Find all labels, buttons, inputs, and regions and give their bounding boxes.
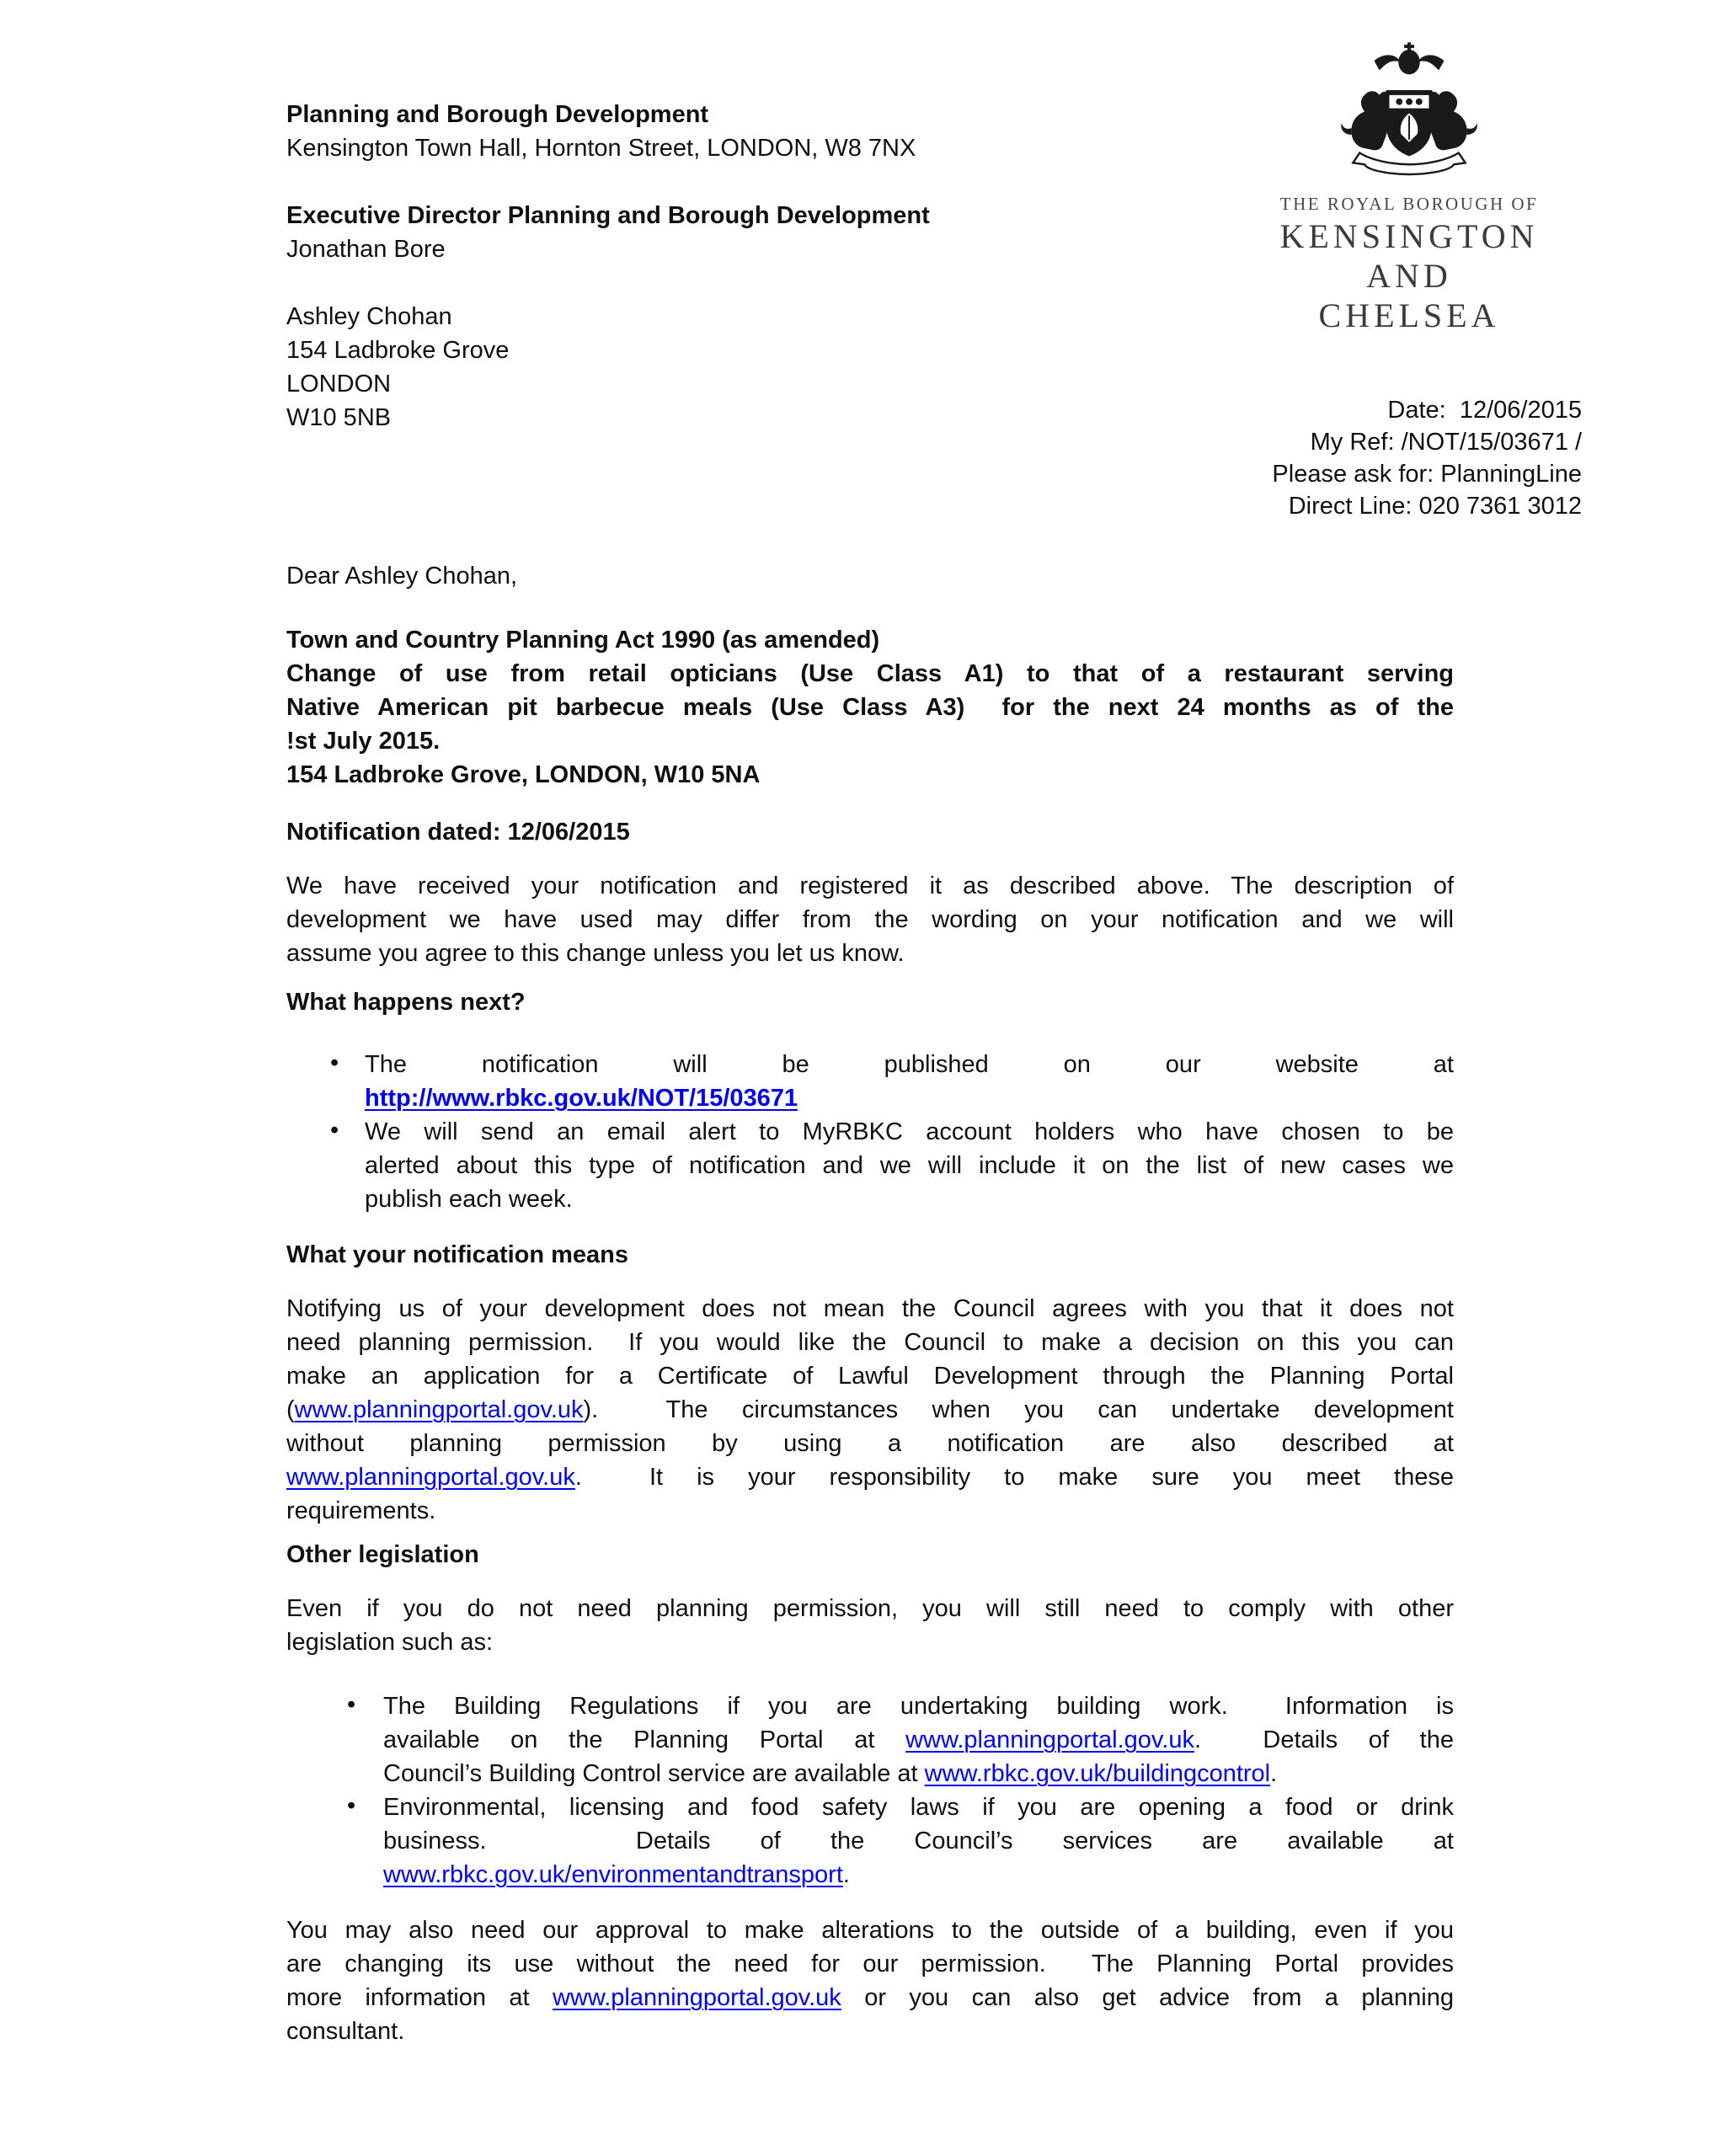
text-run: The Building Regulations if you are undertaking building work. Information is	[383, 1693, 1454, 1720]
text-line	[286, 691, 1454, 724]
inline-link[interactable]: www.planningportal.gov.uk	[286, 1464, 575, 1491]
bullet-list	[286, 1048, 1454, 1216]
logo-borough-line1: KENSINGTON	[1279, 217, 1539, 255]
text-run: Environmental, licensing and food safety laws if you are opening a food or drink	[383, 1794, 1454, 1821]
director-title: Executive Director Planning and Borough Development	[286, 202, 930, 229]
text-line	[286, 869, 1454, 903]
text-run: publish each week.	[365, 1186, 573, 1213]
text-line	[286, 1292, 1454, 1326]
inline-link[interactable]: www.planningportal.gov.uk	[294, 1396, 584, 1423]
text-line	[383, 1824, 1454, 1858]
section-heading: Other legislation	[286, 1541, 479, 1568]
text-line	[286, 1326, 1454, 1359]
recipient-postcode: W10 5NB	[286, 404, 392, 431]
bullet-item	[286, 1689, 1454, 1790]
letter-body-blocks	[286, 623, 1454, 2048]
text-line	[383, 1723, 1454, 1757]
paragraph	[286, 1292, 1454, 1528]
text-run: .	[1270, 1760, 1278, 1787]
text-line	[286, 903, 1454, 937]
director-name: Jonathan Bore	[286, 236, 446, 263]
text-run: We will send an email alert to MyRBKC account holders who have chosen to be	[365, 1118, 1454, 1145]
text-line	[286, 2015, 1454, 2048]
letter-body	[286, 559, 1454, 2070]
text-line	[286, 1359, 1454, 1393]
text-line	[383, 1790, 1454, 1824]
text-line	[365, 1081, 1454, 1115]
inline-link[interactable]: www.planningportal.gov.uk	[552, 1984, 841, 2011]
text-run: need planning permission. If you would like the Council to make a decision on this you can	[286, 1329, 1454, 1356]
text-run: consultant.	[286, 2018, 405, 2045]
text-line	[286, 1592, 1454, 1625]
text-run: The notification will be published on our website at	[365, 1051, 1454, 1078]
inline-link[interactable]: http://www.rbkc.gov.uk/NOT/15/03671	[365, 1085, 798, 1112]
text-run: Change of use from retail opticians (Use Class A1) to that of a restaurant serving	[286, 660, 1454, 687]
text-run: !st July 2015.	[286, 728, 441, 755]
text-run: . It is your responsibility to make sure you meet these	[574, 1464, 1454, 1491]
coat-of-arms-icon	[1327, 42, 1492, 183]
meta-ask-for: Please ask for: PlanningLine	[1272, 461, 1582, 488]
text-run: Even if you do not need planning permission, you will still need to comply with other	[286, 1595, 1454, 1622]
text-run: (	[286, 1396, 295, 1423]
text-line	[286, 1913, 1454, 1947]
section-heading: What your notification means	[286, 1241, 629, 1268]
text-run: Town and Country Planning Act 1990 (as amended)	[286, 627, 880, 654]
bullet-item	[286, 1048, 1454, 1115]
text-line	[286, 623, 1454, 657]
bullet-icon: •	[330, 1049, 339, 1076]
text-line	[365, 1048, 1454, 1081]
logo-tagline: THE ROYAL BOROUGH OF	[1279, 194, 1539, 214]
bullet-item	[286, 1115, 1454, 1216]
text-run: without planning permission by using a notification are also described at	[286, 1430, 1454, 1457]
inline-link[interactable]: www.rbkc.gov.uk/environmentandtransport	[383, 1861, 843, 1888]
inline-link[interactable]: www.planningportal.gov.uk	[905, 1726, 1194, 1753]
text-run: available on the Planning Portal at	[383, 1726, 906, 1753]
inline-link[interactable]: www.rbkc.gov.uk/buildingcontrol	[924, 1760, 1271, 1787]
paragraph	[286, 1592, 1454, 1659]
text-run: business. Details of the Council’s services are available at	[383, 1828, 1454, 1854]
text-line	[286, 724, 1454, 758]
text-run: alerted about this type of notification and we will include it on the list of new cases we	[365, 1152, 1454, 1179]
salutation: Dear Ashley Chohan,	[286, 563, 518, 590]
text-line	[286, 1625, 1454, 1659]
text-line	[383, 1689, 1454, 1723]
text-run: .	[842, 1861, 850, 1888]
text-run: 154 Ladbroke Grove, LONDON, W10 5NA	[286, 761, 761, 788]
text-line	[286, 1981, 1454, 2015]
bullet-item	[286, 1790, 1454, 1892]
sender-address: Kensington Town Hall, Hornton Street, LONDON, W8 7NX	[286, 135, 916, 162]
logo-borough-line2: AND CHELSEA	[1318, 257, 1500, 334]
text-line	[286, 1460, 1454, 1494]
text-run: are changing its use without the need for our permission. The Planning Portal provides	[286, 1951, 1454, 1977]
recipient-block	[286, 300, 930, 435]
text-line	[365, 1149, 1454, 1182]
text-run: make an application for a Certificate of Lawful Development through the Planning Portal	[286, 1363, 1454, 1390]
text-run: legislation such as:	[286, 1629, 494, 1656]
text-line	[286, 1393, 1454, 1427]
sender-department: Planning and Borough Development	[286, 101, 709, 128]
text-run: or you can also get advice from a planning	[841, 1984, 1454, 2011]
text-line	[286, 1427, 1454, 1460]
text-run: ). The circumstances when you can undertake development	[583, 1396, 1454, 1423]
text-run: assume you agree to this change unless you let us know.	[286, 940, 905, 967]
text-run: We have received your notification and registered it as described above. The description of	[286, 873, 1454, 899]
text-run: . Details of the	[1194, 1726, 1454, 1753]
letter-meta	[1272, 394, 1582, 522]
text-line	[286, 758, 1454, 792]
text-run: Council’s Building Control service are available at	[383, 1760, 925, 1787]
text-run: Native American pit barbecue meals (Use Class A3) for the next 24 months as of the	[286, 694, 1454, 721]
borough-logo	[1274, 42, 1545, 335]
recipient-name: Ashley Chohan	[286, 303, 452, 330]
paragraph	[286, 869, 1454, 970]
text-line	[383, 1757, 1454, 1790]
section-heading: What happens next?	[286, 989, 526, 1016]
text-line	[383, 1858, 1454, 1892]
text-line	[365, 1182, 1454, 1216]
meta-ref: My Ref: /NOT/15/03671 /	[1310, 429, 1582, 456]
sender-block	[286, 98, 930, 435]
text-line	[286, 1947, 1454, 1981]
text-line	[286, 937, 1454, 970]
bullet-icon: •	[330, 1117, 339, 1144]
recipient-city: LONDON	[286, 371, 392, 398]
meta-direct-line: Direct Line: 020 7361 3012	[1288, 493, 1582, 520]
bullet-list	[286, 1689, 1454, 1892]
text-line	[365, 1115, 1454, 1149]
bullet-icon: •	[347, 1792, 356, 1819]
recipient-street: 154 Ladbroke Grove	[286, 337, 510, 364]
section-heading: Notification dated: 12/06/2015	[286, 819, 630, 846]
bullet-icon: •	[347, 1691, 356, 1718]
text-run: development we have used may differ from the wording on your notification and we will	[286, 906, 1454, 933]
meta-date: Date: 12/06/2015	[1387, 397, 1582, 424]
subject-block	[286, 623, 1454, 792]
text-run: You may also need our approval to make alterations to the outside of a building, even if you	[286, 1917, 1454, 1944]
text-run: more information at	[286, 1984, 553, 2011]
text-run: Notifying us of your development does not mean the Council agrees with you that it does not	[286, 1295, 1454, 1322]
text-line	[286, 1494, 1454, 1528]
text-line	[286, 657, 1454, 691]
paragraph	[286, 1913, 1454, 2048]
text-run: requirements.	[286, 1497, 436, 1524]
